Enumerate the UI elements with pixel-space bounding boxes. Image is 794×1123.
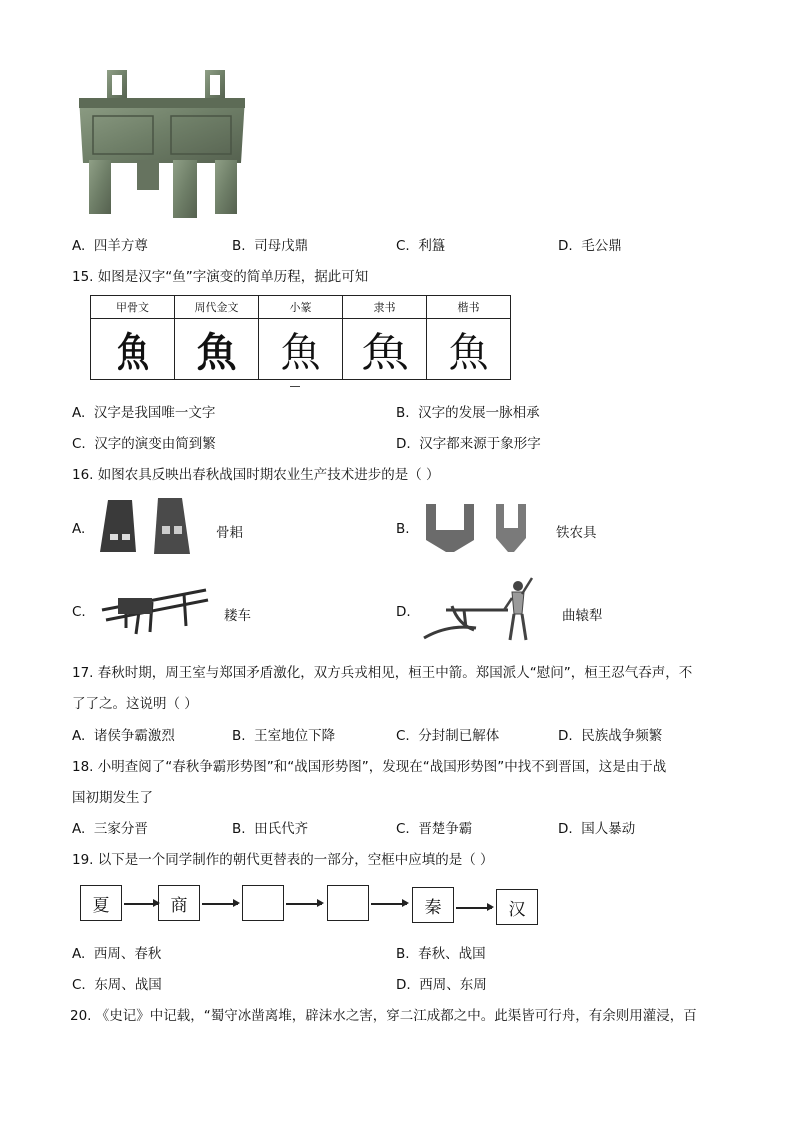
script-header: 楷书 [427, 296, 511, 319]
q14-option-c: C. 利簋 [396, 238, 446, 254]
q16-option-d-text: 曲辕犁 [562, 608, 603, 624]
dynasty-box-shang: 商 [158, 885, 200, 921]
q17-stem-line1: 17. 春秋时期，周王室与郑国矛盾激化，双方兵戎相见，桓王中箭。郑国派人“慰问”，桓王忍气吞声，不 [72, 665, 693, 681]
q19-option-a: A. 西周、春秋 [72, 946, 162, 962]
curved-plough-image [418, 576, 544, 644]
dynasty-box-qin: 秦 [412, 887, 454, 923]
fish-character-evolution-table [90, 295, 511, 380]
q15-option-d: D. 汉字都来源于象形字 [396, 436, 541, 452]
q18-stem-line1: 18. 小明查阅了“春秋争霸形势图”和“战国形势图”，发现在“战国形势图”中找不到晋国，这是由于战 [72, 759, 667, 775]
q16-option-c-letter: C. [72, 604, 86, 620]
script-header: 周代金文 [175, 296, 259, 319]
fish-glyph-clerical: 魚 [334, 319, 435, 380]
arrow-icon [286, 903, 322, 905]
script-header: 隶书 [343, 296, 427, 319]
q18-option-d: D. 国人暴动 [558, 821, 636, 837]
q16-option-d-letter: D. [396, 604, 411, 620]
bronze-ding-image [75, 68, 250, 220]
q16-option-a-letter: A. [72, 521, 86, 537]
q16-option-c-text: 耧车 [224, 608, 251, 624]
q18-option-c: C. 晋楚争霸 [396, 821, 473, 837]
q15-option-b: B. 汉字的发展一脉相承 [396, 405, 540, 421]
arrow-icon [202, 903, 238, 905]
q19-option-d: D. 西周、东周 [396, 977, 487, 993]
script-header: 甲骨文 [91, 296, 175, 319]
q14-option-a: A. 四羊方尊 [72, 238, 148, 254]
fish-glyph-regular: 魚 [427, 319, 511, 380]
fish-glyph-oracle: 魚 [99, 319, 166, 380]
arrow-icon [124, 903, 158, 905]
q19-option-c: C. 东周、战国 [72, 977, 162, 993]
scan-mark [290, 386, 300, 387]
q16-stem: 16. 如图农具反映出春秋战国时期农业生产技术进步的是（ ） [72, 467, 440, 483]
q17-option-a: A. 诸侯争霸激烈 [72, 728, 175, 744]
q14-option-b: B. 司母戊鼎 [232, 238, 309, 254]
dynasty-box-xia: 夏 [80, 885, 122, 921]
fish-glyph-bronze: 魚 [175, 319, 259, 380]
q17-option-d: D. 民族战争频繁 [558, 728, 663, 744]
q16-option-b-text: 铁农具 [556, 525, 597, 541]
q18-option-a: A. 三家分晋 [72, 821, 148, 837]
q15-option-a: A. 汉字是我国唯一文字 [72, 405, 216, 421]
arrow-icon [456, 907, 492, 909]
fish-glyph-seal: 魚 [259, 319, 343, 380]
q17-option-c: C. 分封制已解体 [396, 728, 500, 744]
q17-stem-line2: 了了之。这说明（ ） [72, 696, 198, 712]
seed-drill-image [96, 580, 212, 638]
q16-option-a-text: 骨耜 [216, 525, 243, 541]
arrow-icon [371, 903, 407, 905]
q16-option-b-letter: B. [396, 521, 410, 537]
dynasty-box-blank-1 [242, 885, 284, 921]
dynasty-box-han: 汉 [496, 889, 538, 925]
dynasty-box-blank-2 [327, 885, 369, 921]
q19-option-b: B. 春秋、战国 [396, 946, 486, 962]
q14-option-d: D. 毛公鼎 [558, 238, 622, 254]
q17-option-b: B. 王室地位下降 [232, 728, 336, 744]
q18-stem-line2: 国初期发生了 [72, 790, 153, 806]
q15-option-c: C. 汉字的演变由简到繁 [72, 436, 216, 452]
q15-stem: 15. 如图是汉字“鱼”字演变的简单历程，据此可知 [72, 269, 369, 285]
q19-stem: 19. 以下是一个同学制作的朝代更替表的一部分，空框中应填的是（ ） [72, 852, 494, 868]
q18-option-b: B. 田氏代齐 [232, 821, 309, 837]
script-header: 小篆 [259, 296, 343, 319]
iron-tools-image [420, 500, 538, 556]
q20-stem: 20. 《史记》中记载，“蜀守冰凿离堆，辟沫水之害，穿二江成都之中。此渠皆可行舟，有余则用灌浸，百 [70, 1008, 697, 1024]
bone-spade-image [96, 496, 196, 560]
